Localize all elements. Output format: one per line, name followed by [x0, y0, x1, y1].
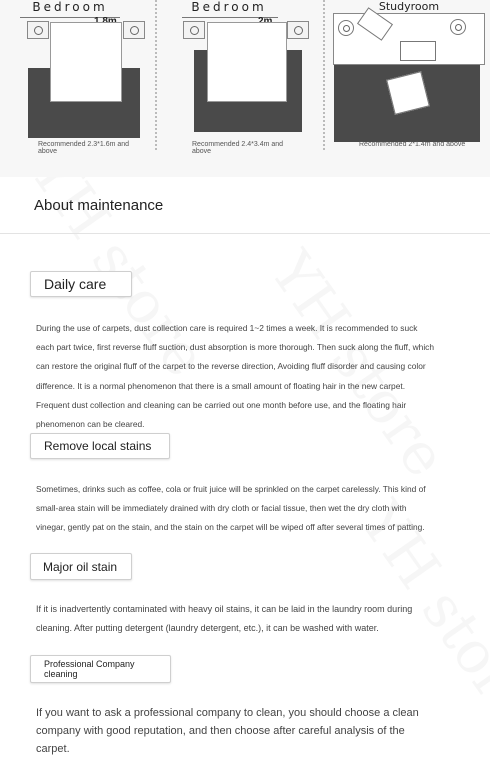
daily-care-text: During the use of carpets, dust collection care is required 1~2 times a week. It is recommended to suck each part twice, first reverse fluff suction, dust absorption is more thorough. Then suck along the fluff, which can restore the original fluff of the carpet to the reverse direction, Avoiding fluff disorder and causing color difference. It is a normal phenomenon that there is a small amount of floating hair in the new carpet. Frequent dust collection and cleaning can be carried out one month before use, and the floating hair phenomenon can be cleared.: [36, 323, 435, 430]
section-label-text: Remove local stains: [44, 439, 152, 453]
lamp-icon: [450, 19, 466, 35]
divider: [323, 0, 325, 150]
room-title: Bedroom: [32, 0, 108, 14]
recommendation-text: Recommended 2*1.4m and above: [359, 141, 466, 148]
section-label-text: Professional Company cleaning: [44, 659, 135, 679]
lamp-icon: [338, 20, 354, 36]
room-size-diagrams: [0, 0, 490, 177]
nightstand: [123, 21, 145, 39]
room-diagram-bedroom-2: [170, 0, 320, 177]
section-label-text: Major oil stain: [43, 559, 118, 574]
section-label-daily-care: [30, 271, 132, 297]
nightstand: [27, 21, 49, 39]
section-label-text: Daily care: [44, 276, 107, 292]
nightstand: [183, 21, 205, 39]
bed: [207, 22, 287, 102]
recommendation-text: Recommended 2.4*3.4m and above: [192, 141, 284, 155]
recommendation-text: Recommended 2.3*1.6m and above: [38, 141, 130, 155]
monitor: [400, 41, 436, 61]
bed: [50, 22, 122, 102]
room-diagram-studyroom: [330, 0, 490, 177]
divider: [155, 0, 157, 150]
room-diagram-bedroom-1: [10, 0, 160, 177]
section-label-remove-local-stains: [30, 433, 170, 459]
section-label-professional-cleaning: [30, 655, 171, 683]
page-section-title: About maintenance: [34, 197, 164, 214]
remove-stains-text: Sometimes, drinks such as coffee, cola or fruit juice will be sprinkled on the carpet carelessly. This kind of small-area stain will be immediately drained with dry cloth or facial tissue, then wet the dry cloth with vinegar, gently pat on the stain, and the stain on the carpet will be wiped off after several times of patting.: [36, 484, 426, 533]
room-title: Studyroom: [378, 0, 440, 13]
room-title: Bedroom: [191, 0, 267, 14]
professional-cleaning-text: If you want to ask a professional company to clean, you should choose a clean company with good reputation, and then choose after careful analysis of the carpet.: [36, 707, 419, 755]
divider-line: [0, 233, 490, 234]
oil-stain-text: If it is inadvertently contaminated with heavy oil stains, it can be laid in the laundry room during cleaning. After putting detergent (laundry detergent, etc.), it can be washed with water.: [36, 604, 413, 633]
section-label-major-oil-stain: [30, 553, 132, 580]
nightstand: [287, 21, 309, 39]
